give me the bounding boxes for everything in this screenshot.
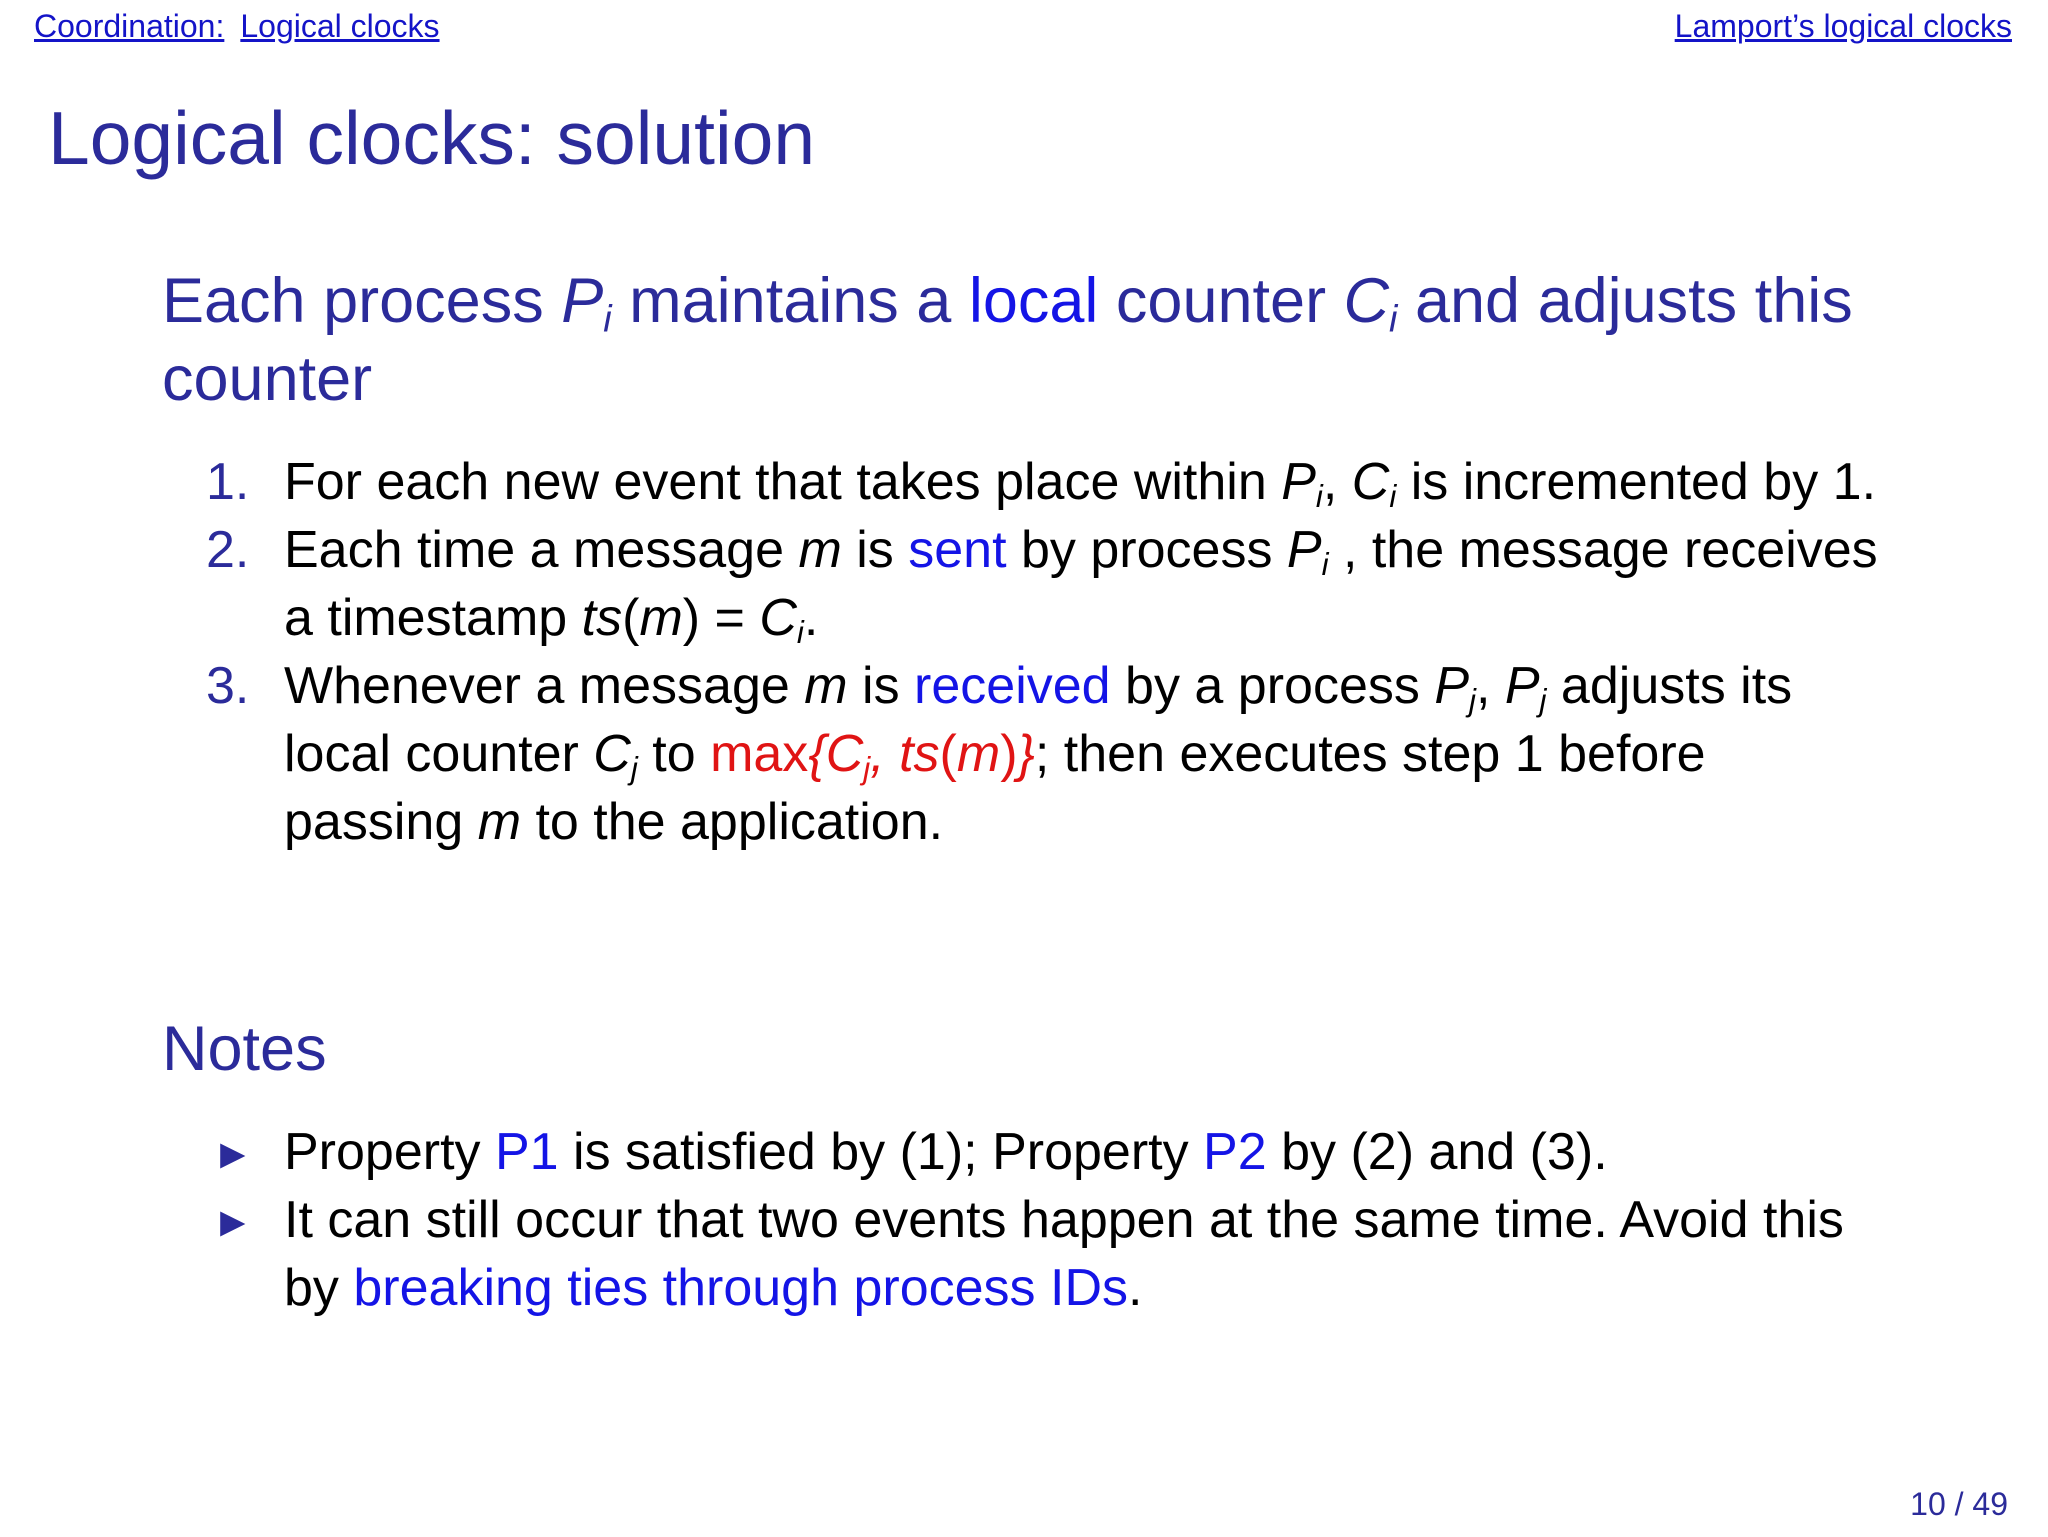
sub-i: i (796, 614, 804, 650)
triangle-bullet-icon: ► (212, 1198, 254, 1245)
list-item: 2. Each time a message m is sent by process $P_i$ , the message receives a timestamp $ts(m) = C_i$. (206, 516, 1896, 652)
keyword-p1: P1 (494, 1123, 559, 1181)
item-text: is satisfied by (1); Property (558, 1123, 1204, 1181)
var-ts: ts (899, 725, 940, 783)
sub-j: j (1539, 682, 1547, 718)
intro-heading (162, 262, 1892, 418)
var-m: m (798, 521, 842, 579)
max-expression: $\max\{C_j$, ts(m)} (710, 725, 1035, 786)
item-number: 1. (206, 453, 250, 511)
keyword-breaking-ties: breaking ties through process IDs (353, 1259, 1128, 1317)
breadcrumb (34, 8, 440, 45)
triangle-bullet-icon: ► (212, 1130, 254, 1177)
intro-text: and adjusts this counter (162, 266, 1853, 414)
keyword-sent: sent (908, 521, 1007, 579)
item-text: Each time a message (284, 521, 799, 579)
item-text: by (2) and (3). (1266, 1123, 1608, 1181)
sub-j: j (863, 750, 871, 786)
var-c: C (825, 725, 864, 783)
notes-list (206, 1118, 1896, 1322)
item-text: to the application. (521, 793, 944, 851)
keyword-local: local (968, 266, 1099, 336)
item-text: . (1128, 1259, 1143, 1317)
item-text: is incremented by 1. (1396, 453, 1877, 511)
notes-heading: Notes (162, 1014, 327, 1084)
var-m: m (639, 589, 683, 647)
breadcrumb-right (1675, 8, 2012, 45)
item-text: For each new event that takes place within (284, 453, 1282, 511)
item-text: , the message receives a timestamp (284, 521, 1878, 647)
nav-link-lamport[interactable]: Lamport’s logical clocks (1674, 8, 2012, 44)
item-text: by a process (1110, 657, 1435, 715)
item-text: is (847, 657, 915, 715)
var-m: m (477, 793, 522, 851)
item-text: is (841, 521, 909, 579)
page-number: 10 / 49 (1910, 1486, 2008, 1522)
var-m: m (956, 725, 1001, 783)
var-p: P (1281, 453, 1316, 511)
nav-link-logical-clocks[interactable]: Logical clocks (240, 8, 440, 44)
item-text: by process (1006, 521, 1287, 579)
sub-j: j (1469, 682, 1476, 718)
var-p: P (1286, 521, 1322, 579)
item-number: 3. (206, 657, 250, 715)
nav-link-coordination[interactable]: Coordination: (34, 8, 225, 44)
var-c: C (1343, 266, 1390, 336)
max-label: max (710, 725, 809, 783)
keyword-p2: P2 (1203, 1123, 1267, 1181)
var-c: C (593, 725, 631, 783)
var-p: P (1434, 657, 1470, 715)
intro-text: maintains a (611, 266, 969, 336)
var-p: P (561, 266, 604, 336)
sub-i: i (1389, 298, 1398, 341)
item-text: , (1322, 453, 1352, 511)
var-ts: ts (581, 589, 623, 647)
sub-i: i (1315, 478, 1323, 514)
item-number: 2. (206, 521, 250, 579)
list-item (206, 1118, 1896, 1186)
item-text: ; then executes step 1 before passing (284, 725, 1706, 851)
var-p: P (1504, 657, 1540, 715)
var-c: C (1351, 453, 1390, 511)
var-c: C (759, 589, 797, 647)
sub-i: i (1321, 546, 1329, 582)
keyword-received: received (914, 657, 1111, 715)
intro-text: Each process (162, 266, 562, 336)
list-item (206, 1186, 1896, 1322)
slide-title: Logical clocks: solution (48, 96, 816, 180)
list-item (206, 448, 1896, 516)
intro-text: counter (1098, 266, 1344, 336)
item-text: adjusts its local counter (284, 657, 1793, 783)
item-text: to (637, 725, 711, 783)
sub-j: j (630, 750, 638, 786)
item-text: Whenever a message (284, 657, 805, 715)
var-m: m (804, 657, 848, 715)
item-text: Property (284, 1123, 495, 1181)
list-item: 3. Whenever a message m is received by a process $P_j$, $P_j$ adjusts its local counter $C_j$ to $\max\{C_j$, ts(m)}; then executes step 1 before passing m to the application. (206, 652, 1896, 856)
item-text: It can still occur that two events happen at the same time. Avoid this by (284, 1191, 1844, 1317)
sub-i: i (603, 298, 612, 341)
sub-i: i (1389, 478, 1397, 514)
steps-list (206, 448, 1896, 856)
item-text: = (700, 589, 760, 647)
